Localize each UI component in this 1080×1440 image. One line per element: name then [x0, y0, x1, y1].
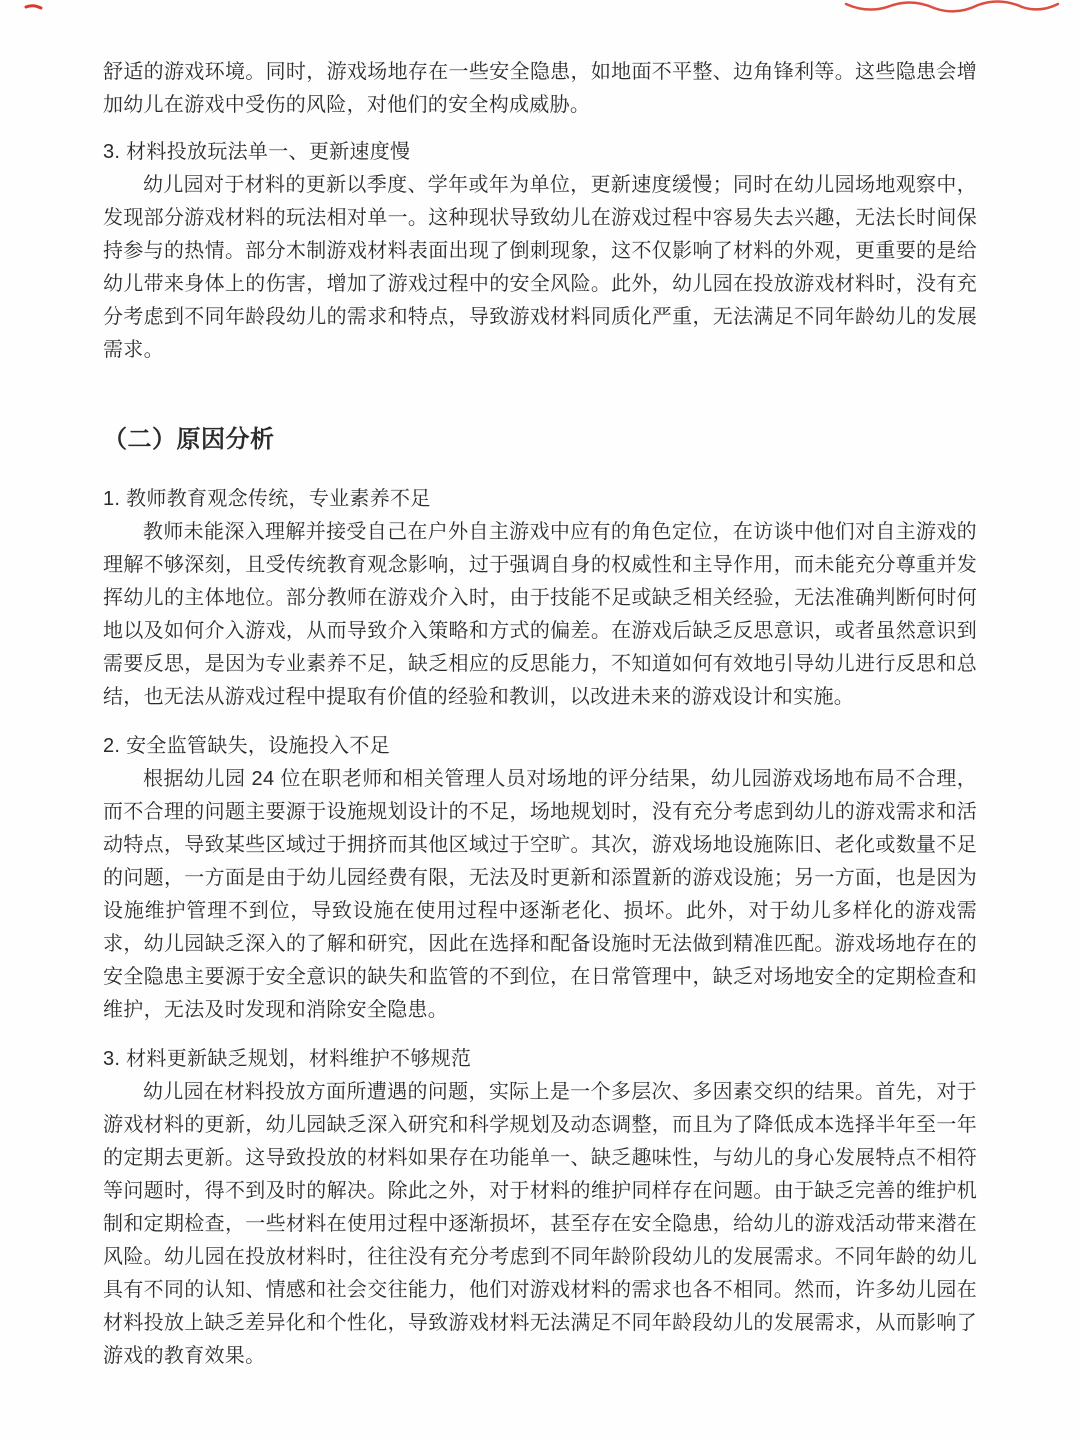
red-pen-annotation-marks [0, 0, 1080, 24]
paragraph-teacher-concepts: 教师未能深入理解并接受自己在户外自主游戏中应有的角色定位，在访谈中他们对自主游戏的理解不够深刻，且受传统教育观念影响，过于强调自身的权威性和主导作用，而未能充分尊重并发挥幼儿的主体地位。部分教师在游戏介入时，由于技能不足或缺乏相关经验，无法准确判断何时何地以及如何介入游戏，从而导致介入策略和方式的偏差。在游戏后缺乏反思意识，或者虽然意识到需要反思，是因为专业素养不足，缺乏相应的反思能力，不知道如何有效地引导幼儿进行反思和总结，也无法从游戏过程中提取有价值的经验和教训，以改进未来的游戏设计和实施。 [103, 521, 977, 708]
paragraph-material-update-planning: 幼儿园在材料投放方面所遭遇的问题，实际上是一个多层次、多因素交织的结果。首先，对于游戏材料的更新，幼儿园缺乏深入研究和科学规划及动态调整，而且为了降低成本选择半年至一年的定期去更新。这导致投放的材料如果存在功能单一、缺乏趣味性，与幼儿的身心发展特点不相符等问题时，得不到及时的解决。除此之外，对于材料的维护同样存在问题。由于缺乏完善的维护机制和定期检查，一些材料在使用过程中逐渐损坏，甚至存在安全隐患，给幼儿的游戏活动带来潜在风险。幼儿园在投放材料时，往往没有充分考虑到不同年龄阶段幼儿的发展需求。不同年龄的幼儿具有不同的认知、情感和社会交往能力，他们对游戏材料的需求也各不相同。然而，许多幼儿园在材料投放上缺乏差异化和个性化，导致游戏材料无法满足不同年龄段幼儿的发展需求，从而影响了游戏的教育效果。 [103, 1081, 977, 1367]
paragraph-material-playability: 幼儿园对于材料的更新以季度、学年或年为单位，更新速度缓慢；同时在幼儿园场地观察中，发现部分游戏材料的玩法相对单一。这种现状导致幼儿在游戏过程中容易失去兴趣，无法长时间保持参与的热情。部分木制游戏材料表面出现了倒刺现象，这不仅影响了材料的外观，更重要的是给幼儿带来身体上的伤害，增加了游戏过程中的安全风险。此外，幼儿园在投放游戏材料时，没有充分考虑到不同年龄段幼儿的需求和特点，导致游戏材料同质化严重，无法满足不同年龄幼儿的发展需求。 [103, 174, 977, 361]
heading-material-update-planning: 3. 材料更新缺乏规划，材料维护不够规范 [103, 1048, 472, 1070]
red-pen-dash-icon [26, 6, 41, 8]
heading-safety-supervision: 2. 安全监管缺失，设施投入不足 [103, 735, 391, 757]
paragraph-safety-supervision: 根据幼儿园 24 位在职老师和相关管理人员对场地的评分结果，幼儿园游戏场地布局不合理，而不合理的问题主要源于设施规划设计的不足，场地规划时，没有充分考虑到幼儿的游戏需求和活动特点，导致某些区域过于拥挤而其他区域过于空旷。其次，游戏场地设施陈旧、老化或数量不足的问题，一方面是由于幼儿园经费有限，无法及时更新和添置新的游戏设施；另一方面，也是因为设施维护管理不到位，导致设施在使用过程中逐渐老化、损坏。此外，对于幼儿多样化的游戏需求，幼儿园缺乏深入的了解和研究，因此在选择和配备设施时无法做到精准匹配。游戏场地存在的安全隐患主要源于安全意识的缺失和监管的不到位，在日常管理中，缺乏对场地安全的定期检查和维护，无法及时发现和消除安全隐患。 [103, 768, 977, 1021]
heading-material-playability: 3. 材料投放玩法单一、更新速度慢 [103, 141, 411, 163]
heading-teacher-concepts: 1. 教师教育观念传统，专业素养不足 [103, 488, 431, 510]
red-pen-scribble-icon [846, 1, 1058, 11]
section-heading-cause-analysis: （二）原因分析 [103, 426, 275, 453]
continuation-paragraph: 舒适的游戏环境。同时，游戏场地存在一些安全隐患，如地面不平整、边角锋利等。这些隐患会增加幼儿在游戏中受伤的风险，对他们的安全构成威胁。 [103, 61, 977, 116]
